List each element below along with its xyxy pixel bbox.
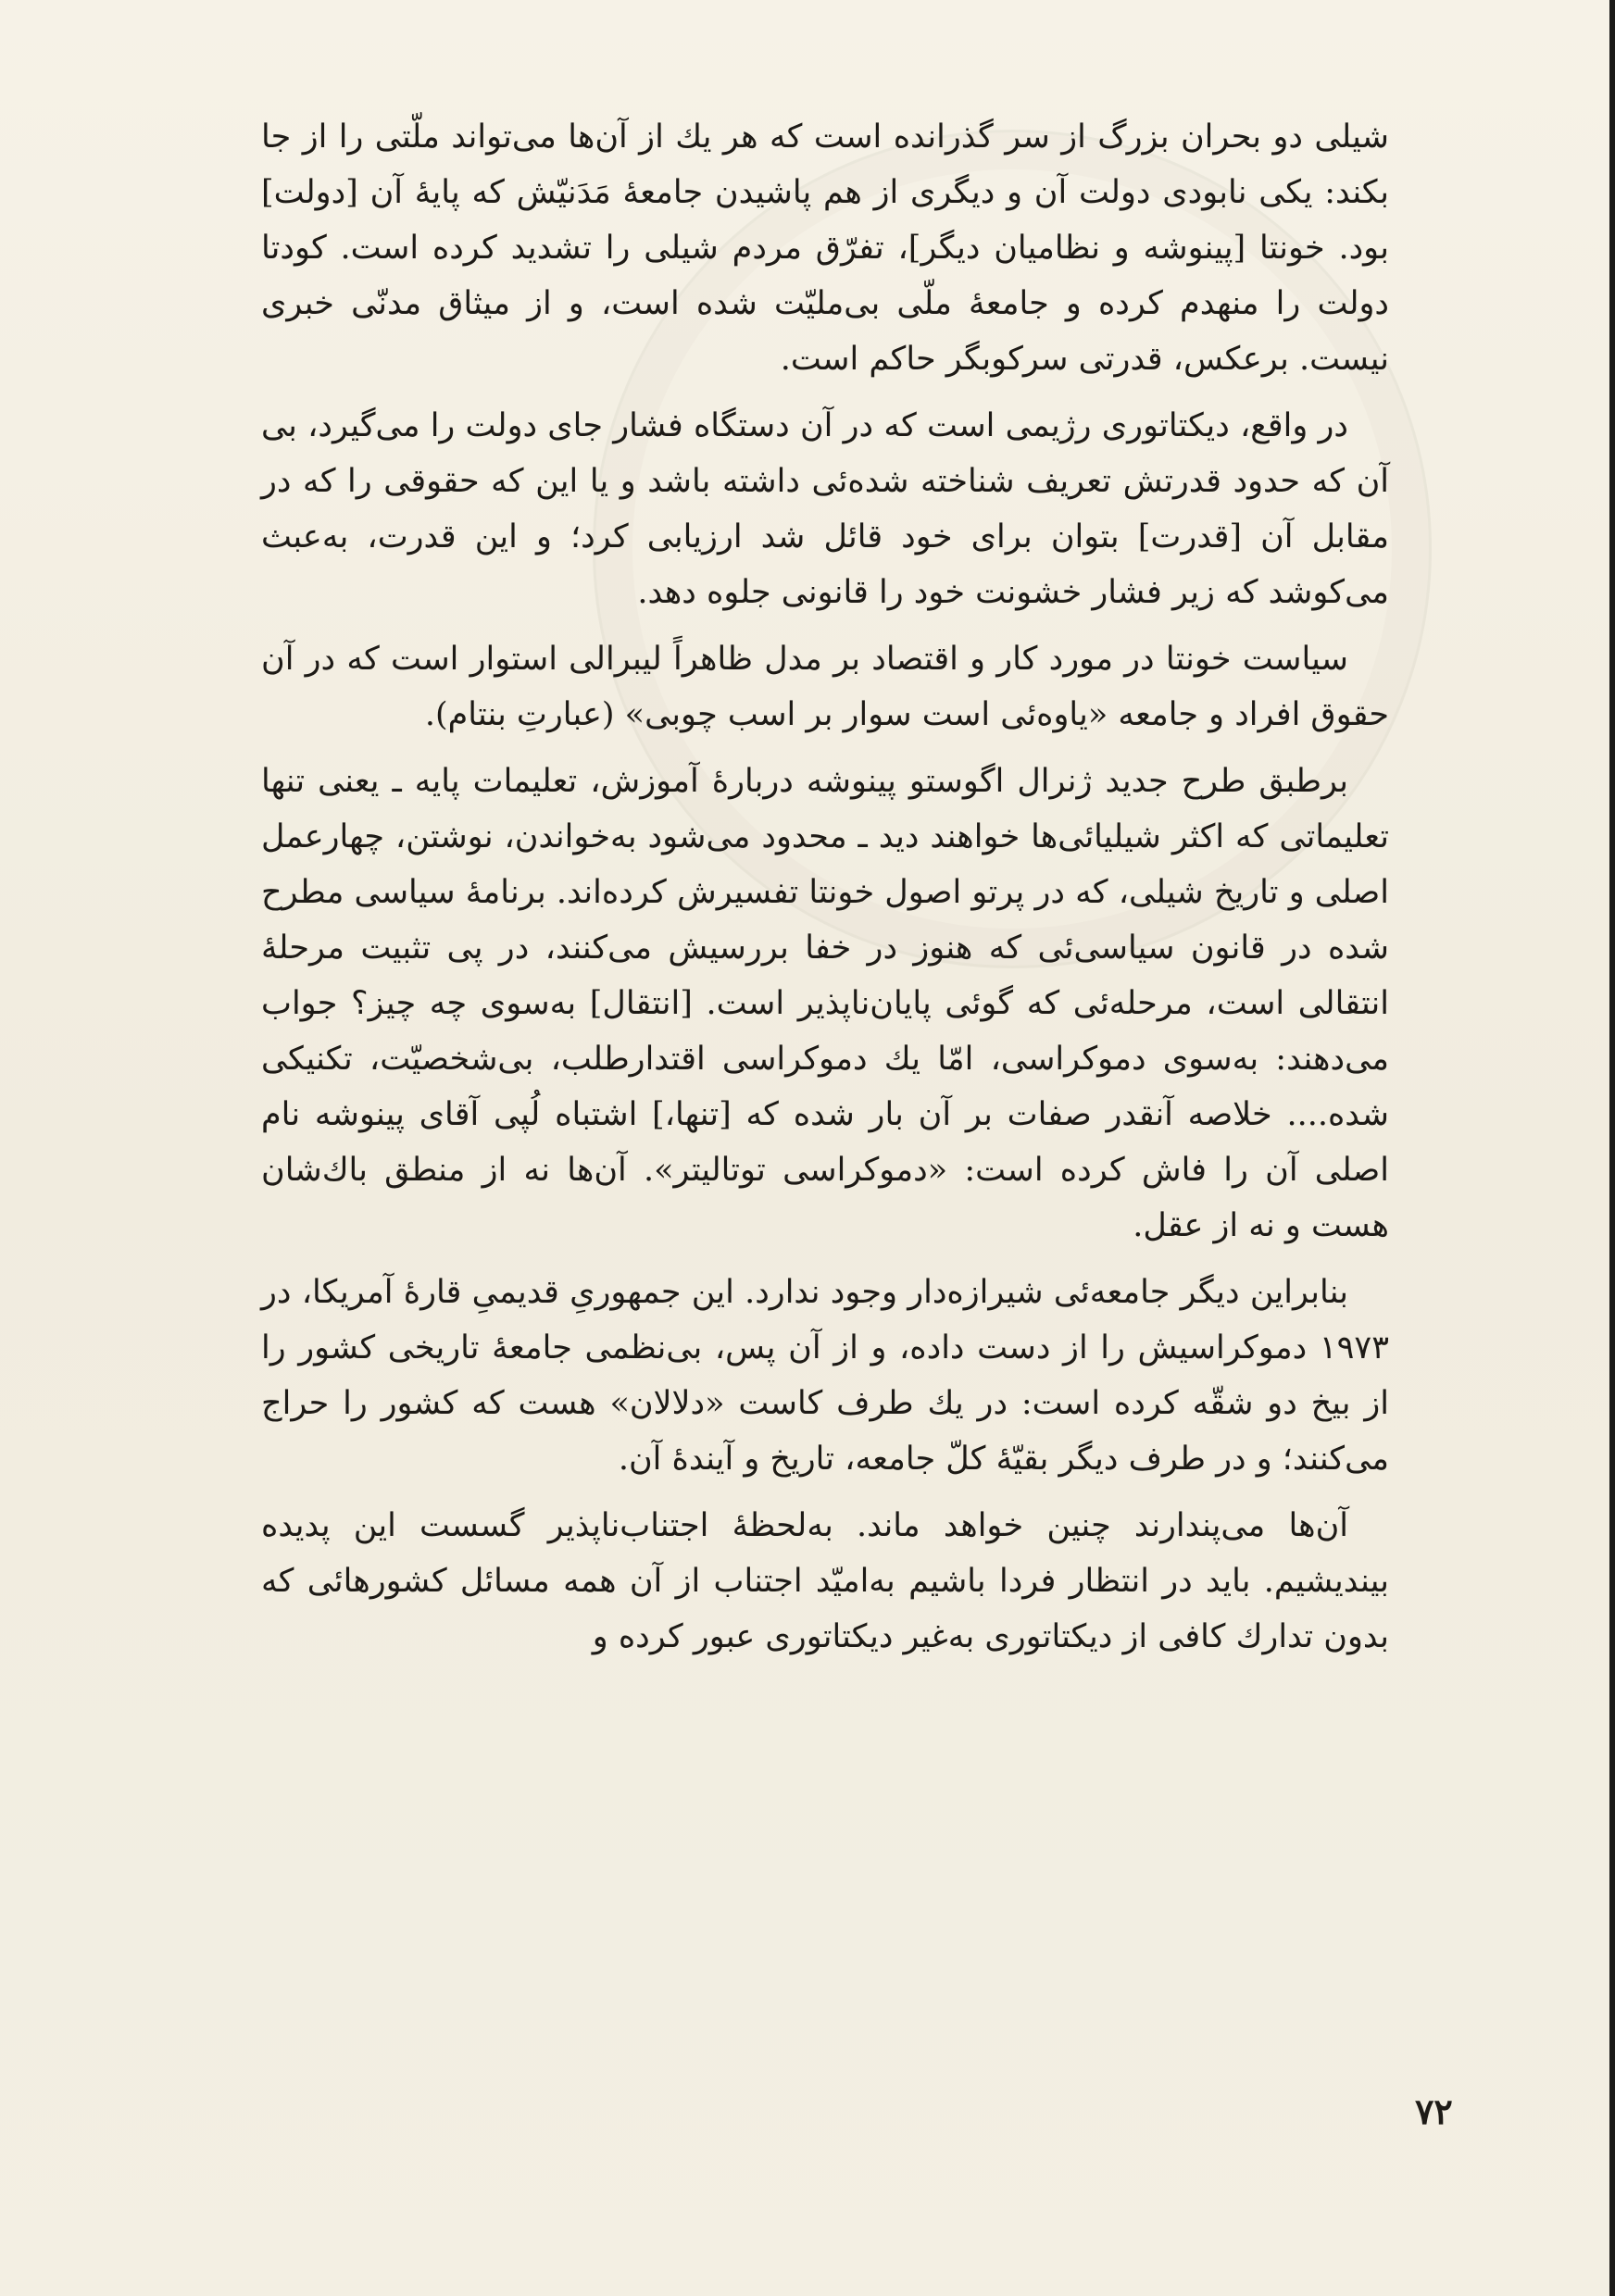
paragraph-6: آن‌ها می‌پندارند چنین خواهد ماند. به‌لحظهٔ اجتناب‌ناپذیر گسست این پدیده بیندیشیم. باید در انتظار فردا باشیم به‌امیّد اجتناب از آن همه مسائل کشورهائی که بدون تدارك کافی از دیکتاتوری به‌غیر دیکتاتوری عبور کرده و <box>261 1507 1389 1655</box>
paragraph-4: برطبق طرح جدید ژنرال اگوستو پینوشه دربارهٔ آموزش، تعلیمات پایه ـ یعنی تنها تعلیماتی که اکثر شیلیائی‌ها خواهند دید ـ محدود می‌شود به‌خواندن، نوشتن، چهارعمل اصلی و تاریخ شیلی، که در پرتو اصول خونتا تفسیرش کرده‌اند. برنامهٔ سیاسی مطرح شده در قانون سیاسی‌ئی که هنوز در خفا بررسیش می‌کنند، در پی تثبیت مرحلهٔ انتقالی است، مرحله‌ئی که گوئی پایان‌ناپذیر است. [انتقال] به‌سوی چه چیز؟ جواب می‌دهند: به‌سوی دموکراسی، امّا یك دموکراسی اقتدارطلب، بی‌شخصیّت، تکنیکی شده.... خلاصه آنقدر صفات بر آن بار شده که [تنها،] اشتباه لُپی آقای پینوشه نام اصلی آن را فاش کرده است: «دموکراسی توتالیتر». آن‌ها نه از منطق باك‌شان هست و نه از عقل. <box>261 763 1389 1244</box>
paragraph-3: سیاست خونتا در مورد کار و اقتصاد بر مدل ظاهراً لیبرالی استوار است که در آن حقوق افراد و جامعه «یاوه‌ئی است سوار بر اسب چوبی» (عبارتِ بنتام). <box>261 641 1389 733</box>
paragraph-1: شیلی دو بحران بزرگ از سر گذرانده است که هر یك از آن‌ها می‌تواند ملّتی را از جا بکند: یکی نابودی دولت آن و دیگری از هم پاشیدن جامعهٔ مَدَنیّش که پایهٔ آن [دولت] بود. خونتا [پینوشه و نظامیان دیگر]، تفرّق مردم شیلی را تشدید کرده است. کودتا دولت را منهدم کرده و جامعهٔ ملّی بی‌ملیّت شده است، و از میثاق مدنّی خبری نیست. برعکس، قدرتی سرکوبگر حاکم است. <box>261 119 1389 378</box>
body-text <box>261 109 1389 1676</box>
page-number: ۷۲ <box>1415 2090 1453 2132</box>
paragraph-2: در واقع، دیکتاتوری رژیمی است که در آن دستگاه فشار جای دولت را می‌گیرد، بی آن که حدود قدرتش تعریف شناخته شده‌ئی داشته باشد و یا این که حقوقی را که در مقابل آن [قدرت] بتوان برای خود قائل شد ارزیابی کرد؛ و این قدرت، به‌عبث می‌کوشد که زیر فشار خشونت خود را قانونی جلوه دهد. <box>261 407 1389 611</box>
paragraph-5: بنابراین دیگر جامعه‌ئی شیرازه‌دار وجود ندارد. این جمهوریِ قدیمیِ قارهٔ آمریکا، در ۱۹۷۳ دموکراسیش را از دست داده، و از آن پس، بی‌نظمی جامعهٔ تاریخی کشور را از بیخ دو شقّه کرده است: در یك طرف کاست «دلالان» هست که کشور را حراج می‌کنند؛ و در طرف دیگر بقیّهٔ کلّ جامعه، تاریخ و آیندهٔ آن. <box>261 1274 1389 1478</box>
scan-edge <box>1609 0 1615 2296</box>
